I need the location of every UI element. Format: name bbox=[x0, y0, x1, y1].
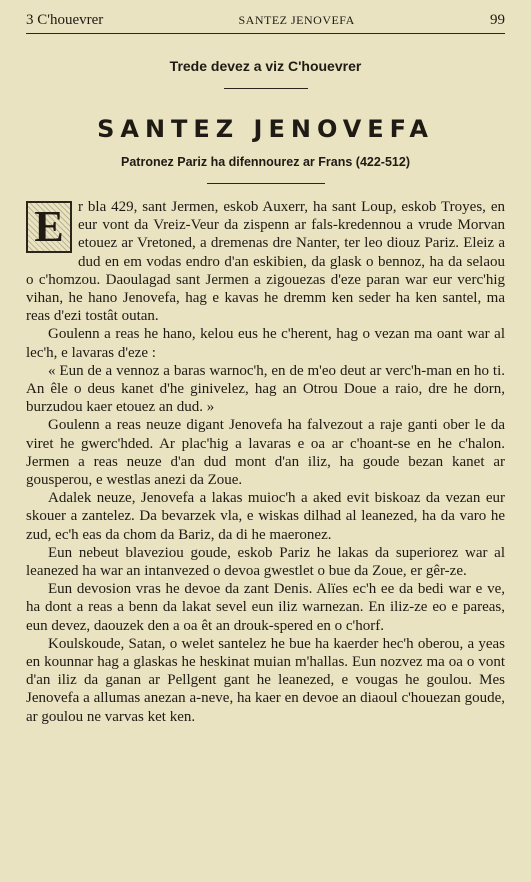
running-header bbox=[26, 12, 505, 29]
short-divider bbox=[224, 88, 308, 89]
body-text bbox=[26, 198, 505, 726]
paragraph-7: Eun devosion vras he devoe da zant Denis. Alïes ec'h ee da bedi war e ve, ha dont a reas a benn da lakat sevel eun iliz warnezan. En iliz-ze eo e pareas, eun devez, daouzek den a oa êt an drouk-spered en o c'horf. bbox=[26, 581, 505, 634]
paragraph-3: « Eun de a vennoz a baras warnoc'h, en de m'eo deut ar verc'h-man en ho ti. An êle o deus kanet d'he ginivelez, hag an Otrou Doue a raio, dre he dorn, burzudou kaer etouez an dud. » bbox=[26, 362, 505, 416]
header-title: SANTEZ JENOVEFA bbox=[238, 13, 355, 27]
paragraph-2: Goulenn a reas he hano, kelou eus he c'herent, hag o vezan ma oant war al lec'h, e lavaras d'eze : bbox=[26, 326, 505, 361]
header-date: 3 C'houevrer bbox=[26, 12, 104, 28]
header-rule bbox=[26, 33, 505, 34]
page-number: 99 bbox=[489, 12, 505, 28]
paragraph-6: Eun nebeut blaveziou goude, eskob Pariz he lakas da superiorez war al leanezed ha war an intanvezed o devoa gwestlet o bue da Zoue, er gêr-ze. bbox=[26, 544, 505, 580]
paragraph-5: Adalek neuze, Jenovefa a lakas muioc'h a aked evit biskoaz da vezan eur skouer a zantelez. Da bevarzek vla, e wiskas dilhad al leanezed, ha da varo he zud, ec'h eas da chom da Bariz, da di he maeronez. bbox=[26, 490, 505, 543]
page-title: SANTEZ JENOVEFA bbox=[97, 115, 434, 143]
title-divider bbox=[207, 183, 325, 184]
paragraph-1 bbox=[26, 198, 505, 325]
feast-day-line: Trede devez a viz C'houevrer bbox=[169, 58, 362, 74]
paragraph-text: r bla 429, sant Jermen, eskob Auxerr, ha sant Loup, eskob Troyes, en eur vont da Vreiz-Veur da zispenn ar fals-kredennou a vrude Morvan etouez ar Vretoned, a dremenas dre Nanter, ter leo diouz Pariz. Eleiz a dud en em vodas endro d'an eskibien, da glask o bennoz, ha da selaou o c'homzou. Daoulagad sant Jermen a zigouezas d'eze paran war eur verc'hig vihan, he hano Jenovefa, hag e kavas he dremm ken seder ha ken santel, ma reas d'ezi tostât outan. bbox=[26, 199, 505, 325]
page-subtitle: Patronez Pariz ha difennourez ar Frans (422-512) bbox=[121, 155, 410, 169]
paragraph-4: Goulenn a reas neuze digant Jenovefa ha falvezout a raje ganti ober le da viret he gwerc'hded. Ar plac'hig a lavaras e oa ar c'hoant-se en he c'halon. Jermen a reas neuze d'an dud mont d'an iliz, ha goude bezan kanet ar gousperou, e westlas anezi da Zoue. bbox=[26, 417, 505, 489]
drop-cap-ornament: E bbox=[26, 201, 72, 253]
paragraph-8: Koulskoude, Satan, o welet santelez he bue ha kaerder hec'h oberou, a yeas en kounnar hag a glaskas he heskinat muian m'hallas. Eun nozvez ma oa o vont d'an iliz da ganan ar Pellgent gant he leanezed, e vougas he goulou. Mes Jenovefa a allumas anezan a-neve, ha kaer en devoe an diaoul c'houezan goude, ar goulou ne varvas ket ken. bbox=[26, 635, 505, 725]
